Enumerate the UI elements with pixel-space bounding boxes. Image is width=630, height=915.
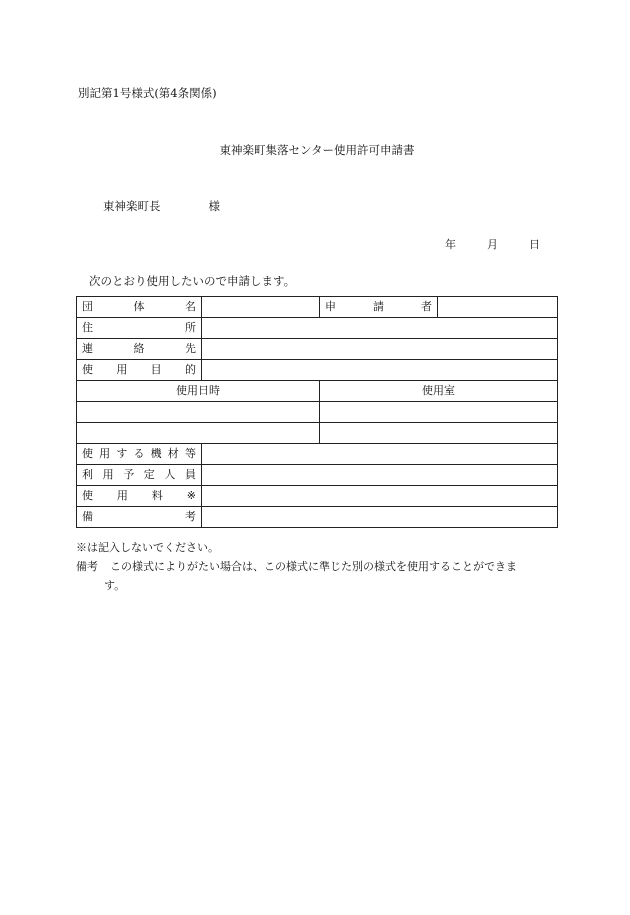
field-expected-users[interactable] <box>202 465 558 486</box>
label-group-name: 団 体 名 <box>77 297 202 318</box>
label-remarks: 備 考 <box>77 507 202 528</box>
field-use-datetime-2[interactable] <box>77 423 320 444</box>
field-use-room-2[interactable] <box>320 423 558 444</box>
field-use-datetime-1[interactable] <box>77 402 320 423</box>
field-purpose[interactable] <box>202 360 558 381</box>
field-contact[interactable] <box>202 339 558 360</box>
label-expected-users: 利 用 予 定 人 員 <box>77 465 202 486</box>
remarks-line2: す。 <box>104 579 126 592</box>
addressee <box>103 198 220 214</box>
field-fee[interactable] <box>202 486 558 507</box>
footer-remarks <box>76 557 556 595</box>
addressee-suffix: 様 <box>208 199 220 213</box>
label-equipment: 使 用 す る 機 材 等 <box>77 444 202 465</box>
table-row <box>77 444 558 465</box>
application-table <box>76 296 558 528</box>
table-row <box>77 360 558 381</box>
table-row <box>77 402 558 423</box>
remarks-head: 備考 <box>76 560 98 573</box>
table-row <box>77 507 558 528</box>
form-number: 別記第1号様式(第4条関係) <box>78 86 217 100</box>
table-row <box>77 423 558 444</box>
label-address: 住 所 <box>77 318 202 339</box>
header-use-datetime: 使用日時 <box>77 381 320 402</box>
field-remarks[interactable] <box>202 507 558 528</box>
date-day-label: 日 <box>529 238 540 251</box>
remarks-line1: この様式によりがたい場合は、この様式に準じた別の様式を使用することができま <box>110 560 517 573</box>
field-group-name[interactable] <box>202 297 320 318</box>
addressee-name: 東神楽町長 <box>103 199 161 213</box>
label-contact: 連 絡 先 <box>77 339 202 360</box>
label-applicant: 申 請 者 <box>320 297 438 318</box>
document-title: 東神楽町集落センター使用許可申請書 <box>219 143 415 157</box>
header-use-room: 使用室 <box>320 381 558 402</box>
label-purpose: 使 用 目 的 <box>77 360 202 381</box>
field-address[interactable] <box>202 318 558 339</box>
table-row <box>77 465 558 486</box>
note-text: ※は記入しないでください。 <box>76 541 219 554</box>
field-equipment[interactable] <box>202 444 558 465</box>
table-row <box>77 339 558 360</box>
table-row <box>77 318 558 339</box>
intro-text: 次のとおり使用したいので申請します。 <box>89 274 296 288</box>
field-use-room-1[interactable] <box>320 402 558 423</box>
label-fee: 使 用 料 ※ <box>77 486 202 507</box>
table-row <box>77 486 558 507</box>
date-line <box>445 236 540 252</box>
field-applicant[interactable] <box>438 297 558 318</box>
date-month-label: 月 <box>487 238 498 251</box>
table-row <box>77 297 558 318</box>
date-year-label: 年 <box>445 238 456 251</box>
table-row <box>77 381 558 402</box>
